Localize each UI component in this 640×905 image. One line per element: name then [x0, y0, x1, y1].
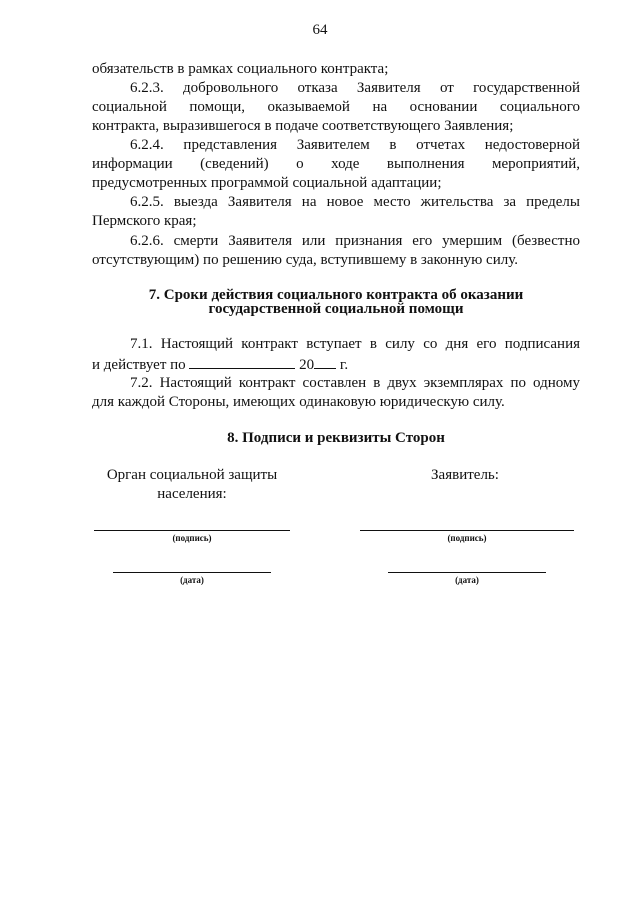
right-date-caption: (дата)	[455, 575, 479, 585]
heading-line: государственной социальной помощи	[208, 301, 464, 317]
text-line: отсутствующим) по решению суда, вступившему в законную силу.	[92, 252, 518, 268]
text-line: обязательств в рамках социального контракта;	[92, 61, 389, 77]
left-date-caption: (дата)	[180, 575, 204, 585]
clause-7-1	[92, 335, 580, 375]
right-signature-caption: (подпись)	[447, 533, 487, 543]
text-line: контракта, выразившегося в подаче соответствующего Заявления;	[92, 118, 514, 134]
text-line: для каждой Стороны, имеющих одинаковую юридическую силу.	[92, 394, 505, 410]
text-line	[92, 354, 580, 375]
text-line: Пермского края;	[92, 213, 197, 229]
left-signature-caption: (подпись)	[172, 533, 212, 543]
left-date-line	[113, 572, 271, 573]
clause-6-2-5	[92, 193, 580, 231]
year-blank	[314, 354, 336, 369]
left-signature-line	[94, 530, 290, 531]
right-signature-line	[360, 530, 574, 531]
year-prefix: 20	[299, 357, 315, 373]
text-line: предусмотренных программой социальной адаптации;	[92, 175, 442, 191]
party-line: населения:	[157, 486, 227, 502]
text-line: информации (сведений) о ходе выполнения мероприятий,	[92, 156, 580, 172]
heading-line: 7. Сроки действия социального контракта об оказании	[148, 287, 524, 303]
text-line: 7.1. Настоящий контракт вступает в силу со дня его подписания	[130, 336, 580, 352]
left-party-label	[92, 466, 292, 504]
right-party-label: Заявитель:	[431, 467, 499, 483]
text-line: 6.2.3. добровольного отказа Заявителя от государственной	[130, 80, 580, 96]
party-line: Орган социальной защиты	[106, 467, 278, 483]
clause-6-2-6	[92, 232, 580, 270]
year-suffix: г.	[339, 357, 349, 373]
page-number: 64	[312, 22, 328, 38]
text-line: социальной помощи, оказываемой на основании социального	[92, 99, 580, 115]
text-line: 7.2. Настоящий контракт составлен в двух экземплярах по одному	[130, 375, 580, 391]
section-8-heading: 8. Подписи и реквизиты Сторон	[227, 430, 445, 446]
clause-6-2-3	[92, 79, 580, 136]
clause-6-2-4	[92, 136, 580, 193]
date-blank	[189, 354, 295, 369]
text-line: 6.2.5. выезда Заявителя на новое место жительства за пределы	[130, 194, 580, 210]
section-7-heading	[92, 288, 580, 316]
clause-7-2	[92, 374, 580, 412]
text-fragment: и действует по	[92, 357, 186, 373]
right-date-line	[388, 572, 546, 573]
text-line: 6.2.4. представления Заявителем в отчетах недостоверной	[130, 137, 580, 153]
clause-continuation	[92, 60, 580, 79]
text-line: 6.2.6. смерти Заявителя или признания его умершим (безвестно	[130, 233, 580, 249]
